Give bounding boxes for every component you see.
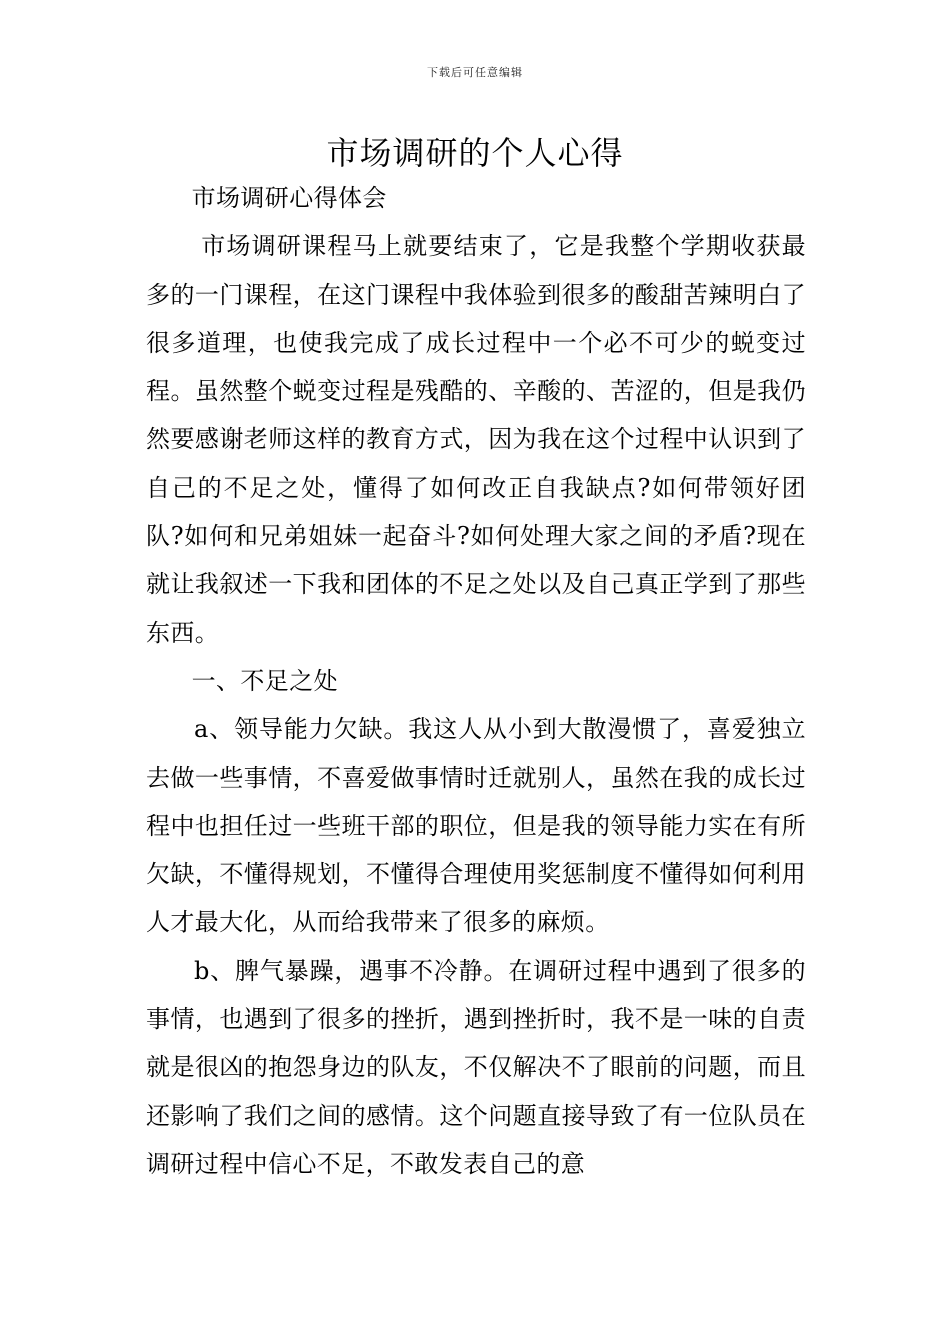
subtitle-paragraph: 市场调研心得体会 [191, 184, 387, 212]
body-paragraph-a: a、领导能力欠缺。我这人从小到大散漫惯了，喜爱独立去做一些事情，不喜爱做事情时迁就别人，虽然在我的成长过程中也担任过一些班干部的职位，但是我的领导能力实在有所欠缺，不懂得规划，不懂得合理使用奖惩制度不懂得如何利用人才最大化，从而给我带来了很多的麻烦。 [146, 715, 806, 937]
body-paragraph-b: b、脾气暴躁，遇事不冷静。在调研过程中遇到了很多的事情，也遇到了很多的挫折，遇到挫折时，我不是一味的自责就是很凶的抱怨身边的队友，不仅解决不了眼前的问题，而且还影响了我们之间的感情。这个问题直接导致了有一位队员在调研过程中信心不足，不敢发表自己的意 [146, 956, 806, 1178]
document-title: 市场调研的个人心得 [326, 134, 624, 172]
body-paragraph-intro: 市场调研课程马上就要结束了，它是我整个学期收获最多的一门课程，在这门课程中我体验到很多的酸甜苦辣明白了很多道理，也使我完成了成长过程中一个必不可少的蜕变过程。虽然整个蜕变过程是残酷的、辛酸的、苦涩的，但是我仍然要感谢老师这样的教育方式，因为我在这个过程中认识到了自己的不足之处，懂得了如何改正自我缺点?如何带领好团队?如何和兄弟姐妹一起奋斗?如何处理大家之间的矛盾?现在就让我叙述一下我和团体的不足之处以及自己真正学到了那些东西。 [146, 232, 806, 647]
header-note: 下载后可任意编辑 [427, 66, 523, 79]
document-body [146, 174, 806, 1188]
section-heading: 一、不足之处 [191, 666, 338, 695]
